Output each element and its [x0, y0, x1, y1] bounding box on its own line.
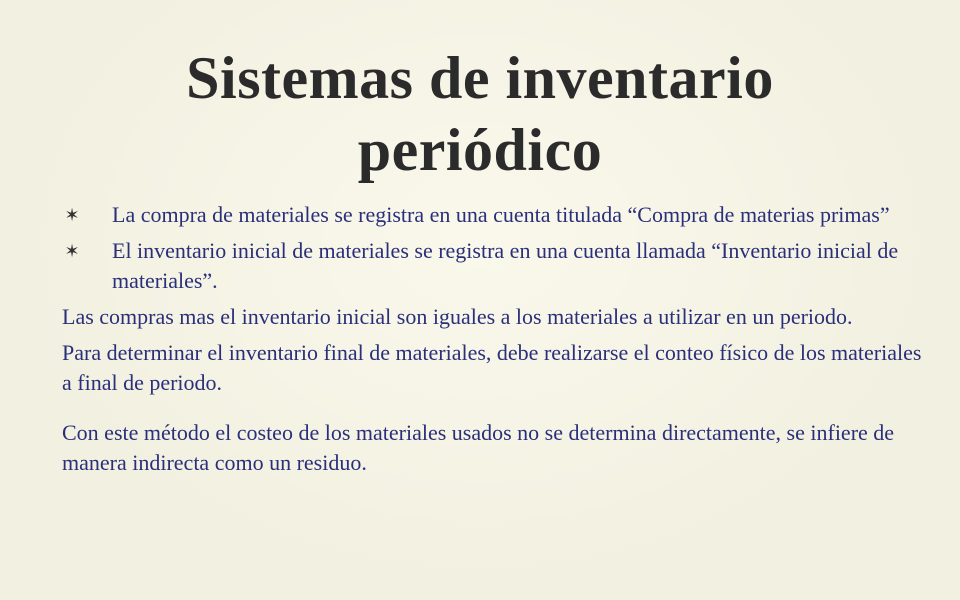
title-line-2: periódico: [357, 117, 603, 184]
star-bullet-icon: ✶: [64, 205, 80, 225]
slide-body: [62, 200, 922, 484]
paragraph: Las compras mas el inventario inicial son iguales a los materiales a utilizar en un periodo.: [62, 304, 853, 329]
bullet-text: La compra de materiales se registra en una cuenta titulada “Compra de materias primas”: [112, 202, 890, 227]
bullet-item: [62, 200, 922, 230]
bullet-text: El inventario inicial de materiales se registra en una cuenta llamada “Inventario inicial de materiales”.: [112, 238, 899, 293]
paragraph: Para determinar el inventario final de materiales, debe realizarse el conteo físico de los materiales a final de periodo.: [62, 340, 922, 395]
paragraph: Con este método el costeo de los materiales usados no se determina directamente, se infiere de manera indirecta como un residuo.: [62, 420, 895, 475]
bullet-item: [62, 236, 922, 296]
title-line-1: Sistemas de inventario: [186, 45, 774, 112]
slide-title: [0, 42, 960, 186]
star-bullet-icon: ✶: [64, 241, 80, 261]
